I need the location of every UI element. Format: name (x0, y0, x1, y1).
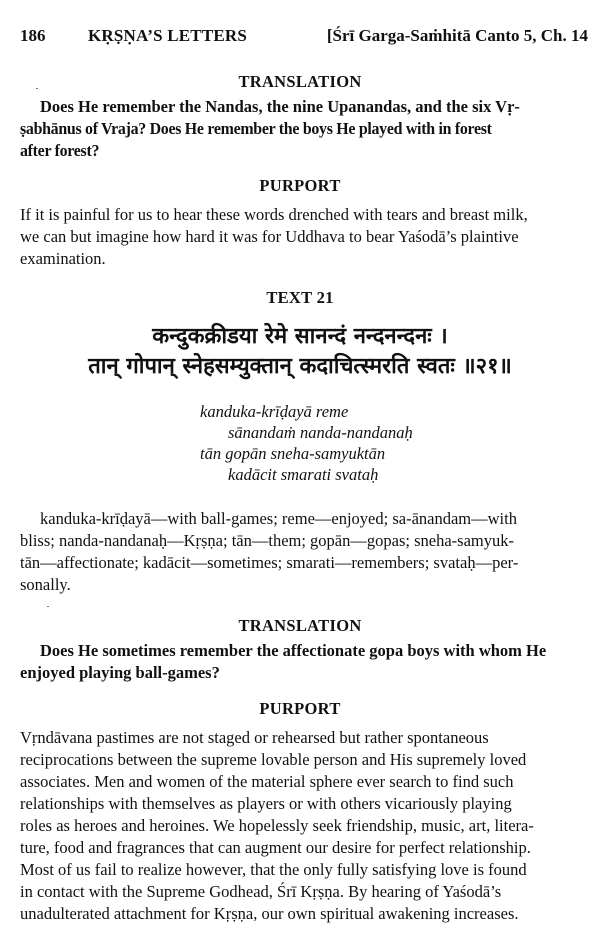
purport-heading: PURPORT (259, 699, 341, 718)
purport-line: roles as heroes and heroines. We hopelessly seek friendship, music, art, litera- (20, 816, 534, 835)
page-number: 186 (20, 26, 46, 45)
purport-text (20, 204, 584, 270)
synonyms-line: sonally. (20, 575, 71, 594)
purport-line: Most of us fail to realize however, that the only fully satisfying love is found (20, 860, 527, 879)
translation-text (20, 96, 580, 162)
translation-line: enjoyed playing ball-games? (20, 663, 220, 682)
translation-line: after forest? (20, 141, 100, 160)
purport-line: examination. (20, 249, 106, 268)
purport-line: relationships with themselves as players or with others vicariously playing (20, 794, 512, 813)
translation-heading: TRANSLATION (238, 72, 362, 91)
transliteration (200, 401, 413, 485)
purport-line: associates. Men and women of the material sphere ever search to find such (20, 772, 514, 791)
sanskrit-verse (0, 322, 600, 382)
purport-line: If it is painful for us to hear these words drenched with tears and breast milk, (20, 205, 528, 224)
transliteration-line: tān gopān sneha-samyuktān (200, 444, 386, 463)
running-header (20, 26, 588, 48)
book-title: KṚṢṆA’S LETTERS (88, 26, 248, 45)
transliteration-line: kanduka-krīḍayā reme (200, 402, 349, 421)
purport-text (20, 727, 586, 925)
purport-line: we can but imagine how hard it was for Uddhava to bear Yaśodā’s plaintive (20, 227, 519, 246)
transliteration-line: sānandaṁ nanda-nandanaḥ (228, 423, 413, 442)
word-for-word-synonyms (20, 508, 586, 596)
purport-heading: PURPORT (259, 176, 341, 195)
purport-line: Vṛndāvana pastimes are not staged or rehearsed but rather spontaneous (20, 728, 489, 747)
purport-line: reciprocations between the supreme lovable person and His supremely loved (20, 750, 527, 769)
text-number-heading: TEXT 21 (266, 288, 334, 307)
devanagari-line: कन्दुकक्रीडया रेमे सानन्दं नन्दनन्दनः । (152, 324, 448, 349)
translation-text (20, 640, 586, 684)
synonyms-line: tān—affectionate; kadācit—sometimes; smarati—remembers; svataḥ—per- (20, 553, 519, 572)
purport-line: in contact with the Supreme Godhead, Śrī Kṛṣṇa. By hearing of Yaśodā’s (20, 882, 502, 901)
translation-line: Does He sometimes remember the affectionate gopa boys with whom He (40, 641, 547, 660)
devanagari-line: तान् गोपान् स्नेहसम्युक्तान् कदाचित्स्मरति स्वतः ॥२१॥ (88, 354, 512, 379)
purport-line: unadulterated attachment for Kṛṣṇa, our own spiritual awakening increases. (20, 904, 519, 923)
translation-line: ṣabhānus of Vraja? Does He remember the boys He played with in forest (20, 119, 492, 138)
synonyms-line: bliss; nanda-nandanaḥ—Kṛṣṇa; tān—them; gopān—gopas; sneha-samyuk- (20, 531, 514, 550)
translation-heading: TRANSLATION (238, 616, 362, 635)
translation-line: Does He remember the Nandas, the nine Upanandas, and the six Vṛ- (40, 97, 520, 116)
synonyms-line: kanduka-krīḍayā—with ball-games; reme—enjoyed; sa-ānandam—with (40, 509, 517, 528)
purport-line: ture, food and fragrances that can augment our desire for perfect relationship. (20, 838, 531, 857)
transliteration-line: kadācit smarati svataḥ (228, 465, 379, 484)
chapter-reference: [Śrī Garga-Saṁhitā Canto 5, Ch. 14 (326, 26, 588, 45)
print-speck (47, 606, 49, 607)
